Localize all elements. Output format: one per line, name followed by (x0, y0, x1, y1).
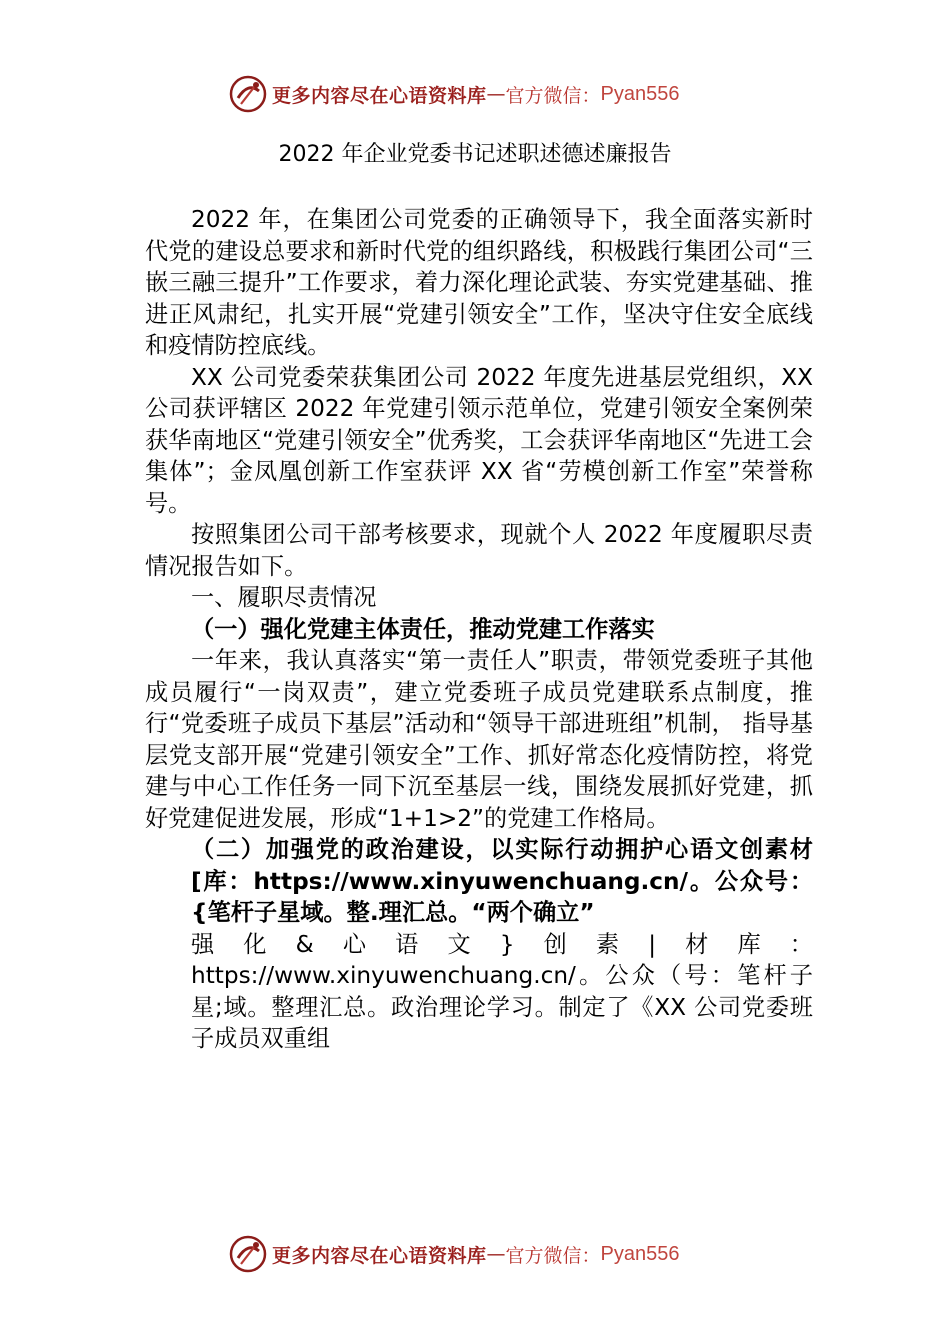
section-heading-1: 一、履职尽责情况 (191, 584, 377, 611)
paragraph-report-intro: 按照集团公司干部考核要求，现就个人 2022 年度履职尽责情况报告如下。 (145, 521, 813, 580)
document-body (145, 204, 813, 1055)
footer-banner (228, 1234, 680, 1274)
banner-wechat-id: Pyan556 (600, 82, 680, 105)
banner-separator: — (486, 1243, 506, 1265)
header-banner (228, 74, 680, 114)
document-title: 2022 年企业党委书记述职述德述廉报告 (278, 142, 672, 167)
quill-logo-icon (228, 1234, 268, 1274)
banner-text: 更多内容尽在心语资料库 (272, 1244, 487, 1267)
paragraph-intro: 2022 年，在集团公司党委的正确领导下，我全面落实新时代党的建设总要求和新时代党的组织路线，积极践行集团公司“三嵌三融三提升”工作要求，着力深化理论武装、夯实党建基础、推进正风肃纪，扎实开展“党建引领安全”工作，坚决守住安全底线和疫情防控底线。 (145, 206, 813, 359)
banner-wechat-id: Pyan556 (600, 1242, 680, 1265)
subsection-heading-2: （二）加强党的政治建设，以实际行动拥护心语文创素材[库：https://www.xinyuwenchuang.cn/。公众号：{笔杆子星域。整.理汇总。“两个确立” (191, 836, 813, 926)
banner-separator: — (486, 83, 506, 105)
banner-text: 更多内容尽在心语资料库 (272, 84, 487, 107)
banner-wechat-label: 官方微信： (505, 84, 601, 107)
subsection-heading-1: （一）强化党建主体责任，推动党建工作落实 (191, 615, 655, 643)
paragraph-responsibility: 一年来，我认真落实“第一责任人”职责，带领党委班子其他成员履行“一岗双责”，建立党委班子成员党建联系点制度，推行“党委班子成员下基层”活动和“领导干部进班组”机制， 指导基层党支部开展“党建引领安全”工作、抓好常态化疫情防控，将党建与中心工作任务一同下沉至基层一线，围绕发展抓好党建，抓好党建促进发展，形成“1+1>2”的党建工作格局。 (145, 647, 813, 832)
quill-logo-icon (228, 74, 268, 114)
paragraph-political: 强化&心语文}创素|材库：https://www.xinyuwenchuang.cn/。公众（号：笔杆子星;域。整理汇总。政治理论学习。制定了《XX 公司党委班子成员双重组 (191, 930, 813, 1052)
paragraph-honors: XX 公司党委荣获集团公司 2022 年度先进基层党组织，XX 公司获评辖区 2022 年党建引领示范单位，党建引领安全案例荣获华南地区“党建引领安全”优秀奖，工会获评华南地区“先进工会集体”；金凤凰创新工作室获评 XX 省“劳模创新工作室”荣誉称号。 (145, 363, 813, 517)
banner-wechat-label: 官方微信： (505, 1244, 601, 1267)
